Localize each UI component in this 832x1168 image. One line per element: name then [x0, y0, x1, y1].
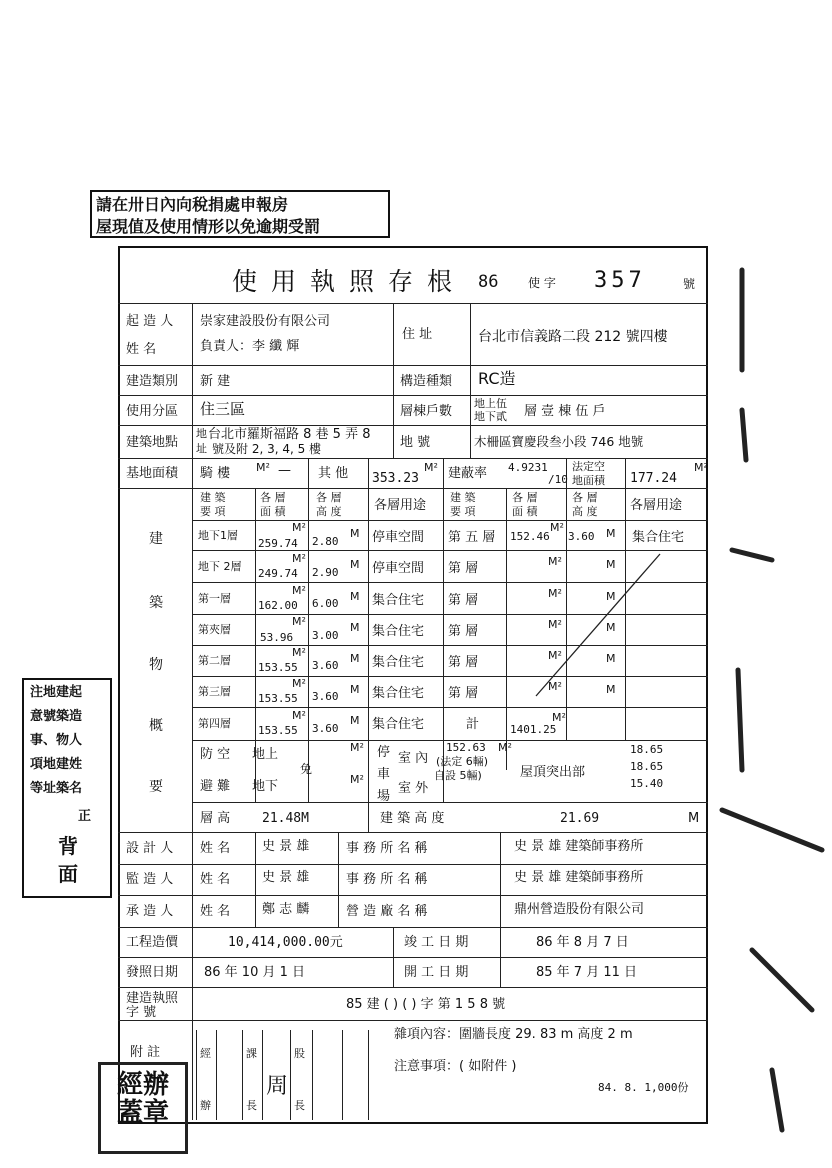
floor-left-6-height: 3.60	[312, 690, 339, 703]
head-use-r: 各層用途	[630, 498, 683, 513]
lot-label: 地 號	[400, 435, 431, 450]
issue-date: 86 年 10 月 1 日	[204, 965, 306, 980]
sig-col-2: 辦	[200, 1099, 211, 1112]
parking-indoor-label: 室 內	[398, 751, 429, 766]
parking-label-3: 場	[377, 789, 391, 804]
side-line-4: 項地建姓	[30, 757, 83, 772]
floor-height-value: 21.48M	[262, 811, 309, 826]
building-side-2: 築	[149, 595, 163, 611]
floor-left-2-unit: M²	[292, 552, 306, 565]
permit-prefix: 使 字	[528, 276, 556, 290]
arcade-label: 騎 樓	[200, 466, 231, 481]
sig-col-3: 課	[246, 1047, 257, 1060]
structure-label: 構造種類	[400, 374, 453, 389]
floor-left-4-hunit: M	[350, 621, 360, 634]
start-date-label: 開 工 日 期	[404, 965, 469, 980]
head-height-2: 高 度	[316, 505, 342, 518]
floor-left-1-name: 地下1層	[198, 529, 238, 542]
floor-right-1-height: 3.60	[568, 530, 595, 543]
building-side-3: 物	[149, 657, 163, 673]
floor-right-1-use: 集合住宅	[632, 530, 685, 545]
side-line-8: 面	[58, 862, 78, 886]
floor-left-5-area: 153.55	[258, 661, 298, 674]
floor-left-1-use: 停車空間	[372, 530, 425, 545]
building-height-value: 21.69	[560, 811, 600, 826]
other-unit: M²	[424, 461, 438, 474]
floor-right-4-name: 第 層	[448, 624, 479, 639]
shelter-label-2: 避 難	[200, 779, 231, 794]
side-line-7: 背	[58, 834, 78, 858]
sig-col-6: 長	[294, 1099, 305, 1112]
floor-left-3-height: 6.00	[312, 597, 339, 610]
issue-date-label: 發照日期	[126, 965, 179, 980]
floor-left-6-hunit: M	[350, 683, 360, 696]
floor-right-3-name: 第 層	[448, 593, 479, 608]
floor-left-1-area: 259.74	[258, 537, 298, 550]
head-item-r2: 要 項	[450, 505, 476, 518]
side-line-6: 正	[78, 809, 92, 824]
head-area-1: 各 層	[260, 491, 286, 504]
floor-left-6-unit: M²	[292, 677, 306, 690]
roof-protrusion-label: 屋頂突出部	[520, 765, 586, 780]
contractor-role: 承 造 人	[126, 904, 174, 919]
parking-label-2: 車	[377, 767, 391, 782]
supervisor-office-label: 事 務 所 名 稱	[346, 872, 428, 887]
floor-left-4-area: 53.96	[260, 631, 294, 644]
notice-line-2: 屋現值及使用情形以免逾期受罰	[96, 217, 321, 236]
shelter-above-unit: M²	[350, 741, 364, 754]
head-height-r1: 各 層	[572, 491, 598, 504]
floor-right-5-hunit: M	[606, 652, 616, 665]
shelter-label-1: 防 空	[200, 747, 231, 762]
official-seal-stamp	[98, 1062, 188, 1154]
contractor-name: 鄭 志 麟	[262, 902, 310, 917]
floor-left-4-unit: M²	[292, 615, 306, 628]
designer-office: 史 景 雄 建築師事務所	[514, 839, 644, 854]
floor-total-area: 1401.25	[510, 723, 557, 736]
supervisor-office: 史 景 雄 建築師事務所	[514, 870, 644, 885]
print-run: 84. 8. 1,000份	[598, 1081, 689, 1094]
floor-left-5-hunit: M	[350, 652, 360, 665]
floor-right-6-hunit: M	[606, 683, 616, 696]
permit-no-label-1: 建造執照	[126, 991, 179, 1006]
floor-total-unit: M²	[552, 711, 566, 724]
builder-company: 崇家建設股份有限公司	[200, 314, 331, 329]
right-edge-scan-artifacts	[712, 250, 830, 1150]
floor-left-7-height: 3.60	[312, 722, 339, 735]
floor-right-4-hunit: M	[606, 621, 616, 634]
cost-label: 工程造價	[126, 935, 179, 950]
floor-right-3-unit: M²	[548, 587, 562, 600]
supervisor-role: 監 造 人	[126, 872, 174, 887]
building-side-4: 概	[149, 718, 163, 734]
floor-left-7-name: 第四層	[198, 717, 231, 730]
floor-left-1-hunit: M	[350, 527, 360, 540]
designer-name: 史 景 雄	[262, 839, 310, 854]
floor-right-5-unit: M²	[548, 649, 562, 662]
completion-date-label: 竣 工 日 期	[404, 935, 469, 950]
site-area-label: 基地面積	[126, 466, 179, 481]
contractor-firm: 鼎州營造股份有限公司	[514, 902, 645, 917]
floor-left-7-hunit: M	[350, 714, 360, 727]
floor-left-3-area: 162.00	[258, 599, 298, 612]
floors-label: 層棟戶數	[400, 404, 453, 419]
floor-left-3-hunit: M	[350, 590, 360, 603]
coverage-value: 4.9231	[508, 461, 548, 474]
floor-left-2-name: 地下 2層	[198, 560, 242, 573]
parking-indoor-area: 152.63	[446, 741, 486, 754]
parking-outdoor-note: 自設 5輛)	[434, 769, 482, 782]
head-area-r1: 各 層	[512, 491, 538, 504]
floor-left-4-height: 3.00	[312, 629, 339, 642]
shelter-below: 地下	[252, 779, 279, 794]
floor-left-4-use: 集合住宅	[372, 624, 425, 639]
floor-left-7-area: 153.55	[258, 724, 298, 737]
official-signature: 周	[266, 1074, 289, 1099]
site-prefix-2: 址	[196, 442, 207, 455]
permit-number: 357	[594, 268, 646, 293]
builder-name-label: 姓 名	[126, 342, 157, 357]
site-prefix-1: 地	[196, 427, 207, 440]
legal-open-2: 地面積	[572, 474, 605, 487]
builder-address: 台北市信義路二段 212 號四樓	[478, 329, 668, 345]
building-height-label: 建 築 高 度	[380, 811, 445, 826]
floor-left-3-name: 第一層	[198, 592, 231, 605]
head-height-r2: 高 度	[572, 505, 598, 518]
legal-open-value: 177.24	[630, 471, 677, 486]
site-label: 建築地點	[126, 435, 179, 450]
structure-value: RC造	[478, 369, 516, 388]
page-title: 使用執照存根	[232, 267, 467, 296]
other-label: 其 他	[318, 466, 349, 481]
building-height-unit: M	[688, 811, 700, 826]
floor-left-2-hunit: M	[350, 558, 360, 571]
coverage-label: 建蔽率	[448, 466, 488, 481]
parking-indoor-unit: M²	[498, 741, 512, 754]
head-area-2: 面 積	[260, 505, 286, 518]
notice-line-1: 請在卅日內向稅捐處申報房	[96, 195, 289, 214]
head-item-r1: 建 築	[450, 491, 476, 504]
side-line-5: 等址築名	[30, 781, 83, 796]
build-type-label: 建造類別	[126, 374, 179, 389]
floor-height-label: 層 高	[200, 811, 231, 826]
address-label: 住 址	[402, 327, 433, 342]
void-strike-marks	[506, 550, 666, 710]
head-height-1: 各 層	[316, 491, 342, 504]
legal-open-1: 法定空	[572, 460, 605, 473]
floor-total-label: 計	[466, 717, 480, 732]
floor-left-2-height: 2.90	[312, 566, 339, 579]
legal-open-unit: M²	[694, 461, 708, 474]
notes-label: 附 註	[130, 1045, 161, 1060]
supervisor-name-label: 姓 名	[200, 872, 231, 887]
shelter-above: 地上	[252, 747, 279, 762]
floor-right-6-unit: M²	[548, 680, 562, 693]
arcade-unit: M²	[256, 461, 270, 474]
shelter-below-unit: M²	[350, 773, 364, 786]
notice-box	[90, 190, 390, 238]
floor-right-1-area: 152.46	[510, 530, 550, 543]
building-side-5: 要	[149, 779, 163, 795]
head-area-r2: 面 積	[512, 505, 538, 518]
signature-columns	[196, 1030, 387, 1120]
floor-left-7-use: 集合住宅	[372, 717, 425, 732]
contractor-name-label: 姓 名	[200, 904, 231, 919]
builder-rep: 負責人：李 纖 輝	[200, 339, 300, 354]
sig-col-4: 長	[246, 1099, 257, 1112]
floor-right-1-name: 第 五 層	[448, 530, 496, 545]
designer-name-label: 姓 名	[200, 841, 231, 856]
side-notice-box	[22, 678, 112, 898]
floors-above: 地上伍	[474, 397, 507, 410]
floor-left-5-height: 3.60	[312, 659, 339, 672]
building-side-1: 建	[149, 531, 163, 547]
floor-left-2-area: 249.74	[258, 567, 298, 580]
floor-left-3-unit: M²	[292, 584, 306, 597]
stamp-line-2: 蓋章	[116, 1098, 169, 1128]
shelter-none: 免	[300, 762, 313, 776]
floor-right-4-unit: M²	[548, 618, 562, 631]
permit-suffix: 號	[683, 277, 696, 291]
completion-date: 86 年 8 月 7 日	[536, 935, 629, 950]
other-area: 353.23	[372, 471, 419, 486]
permit-no-value: 85 建 ( ) ( ) 字 第 1 5 8 號	[346, 997, 506, 1012]
roof-value-3: 15.40	[630, 777, 664, 790]
floor-left-5-unit: M²	[292, 646, 306, 659]
designer-office-label: 事 務 所 名 稱	[346, 841, 428, 856]
floor-left-3-use: 集合住宅	[372, 593, 425, 608]
floor-left-5-name: 第二層	[198, 654, 231, 667]
head-item-2: 要 項	[200, 505, 226, 518]
coverage-denom: /10	[548, 473, 568, 486]
roof-value-2: 18.65	[630, 760, 664, 773]
floor-left-6-name: 第三層	[198, 685, 231, 698]
zone-label: 使用分區	[126, 404, 179, 419]
roof-value-1: 18.65	[630, 743, 664, 756]
floor-left-6-area: 153.55	[258, 692, 298, 705]
floor-left-2-use: 停車空間	[372, 561, 425, 576]
permit-year: 86	[478, 272, 499, 292]
floor-right-2-hunit: M	[606, 558, 616, 571]
parking-outdoor-label: 室 外	[398, 781, 429, 796]
contractor-firm-label: 營 造 廠 名 稱	[346, 904, 428, 919]
side-line-3: 事、物人	[30, 733, 83, 748]
start-date: 85 年 7 月 11 日	[536, 965, 638, 980]
parking-label-1: 停	[377, 745, 391, 760]
floor-right-2-unit: M²	[548, 555, 562, 568]
floor-right-6-name: 第 層	[448, 686, 479, 701]
site-line-2: 號及附 2, 3, 4, 5 樓	[212, 442, 322, 456]
site-line-1: 台北市羅斯福路 8 巷 5 弄 8	[208, 427, 371, 442]
floors-below: 地下貳	[474, 410, 507, 423]
floor-right-1-unit: M²	[550, 521, 564, 534]
sig-col-1: 經	[200, 1047, 211, 1060]
floor-right-1-hunit: M	[606, 527, 616, 540]
sig-col-5: 股	[294, 1047, 305, 1060]
parking-indoor-note: (法定 6輛)	[436, 755, 489, 768]
side-line-2: 意號築造	[30, 709, 83, 724]
attention-notes: 注意事項：( 如附件 )	[394, 1059, 517, 1074]
build-type-value: 新 建	[200, 374, 231, 389]
floor-left-7-unit: M²	[292, 709, 306, 722]
head-item-1: 建 築	[200, 491, 226, 504]
arcade-dash: —	[278, 463, 291, 478]
head-use: 各層用途	[374, 498, 427, 513]
floor-left-1-height: 2.80	[312, 535, 339, 548]
floor-right-2-name: 第 層	[448, 561, 479, 576]
floors-detail: 層 壹 棟 伍 戶	[524, 404, 606, 419]
floor-left-1-unit: M²	[292, 521, 306, 534]
builder-label: 起 造 人	[126, 314, 174, 329]
supervisor-name: 史 景 雄	[262, 870, 310, 885]
floor-right-5-name: 第 層	[448, 655, 479, 670]
designer-role: 設 計 人	[126, 841, 174, 856]
zone-value: 住三區	[200, 400, 246, 418]
floor-left-4-name: 第夾層	[198, 623, 231, 636]
stamp-line-1: 經辦	[116, 1070, 169, 1100]
floor-left-6-use: 集合住宅	[372, 686, 425, 701]
side-line-1: 注地建起	[30, 685, 83, 700]
floor-right-3-hunit: M	[606, 590, 616, 603]
lot-value: 木柵區寶慶段叁小段 746 地號	[474, 434, 644, 449]
misc-content: 雜項內容：圍牆長度 29. 83 m 高度 2 m	[394, 1027, 633, 1042]
floor-left-5-use: 集合住宅	[372, 655, 425, 670]
cost-value: 10,414,000.00元	[228, 935, 343, 950]
permit-no-label-2: 字 號	[126, 1005, 157, 1020]
